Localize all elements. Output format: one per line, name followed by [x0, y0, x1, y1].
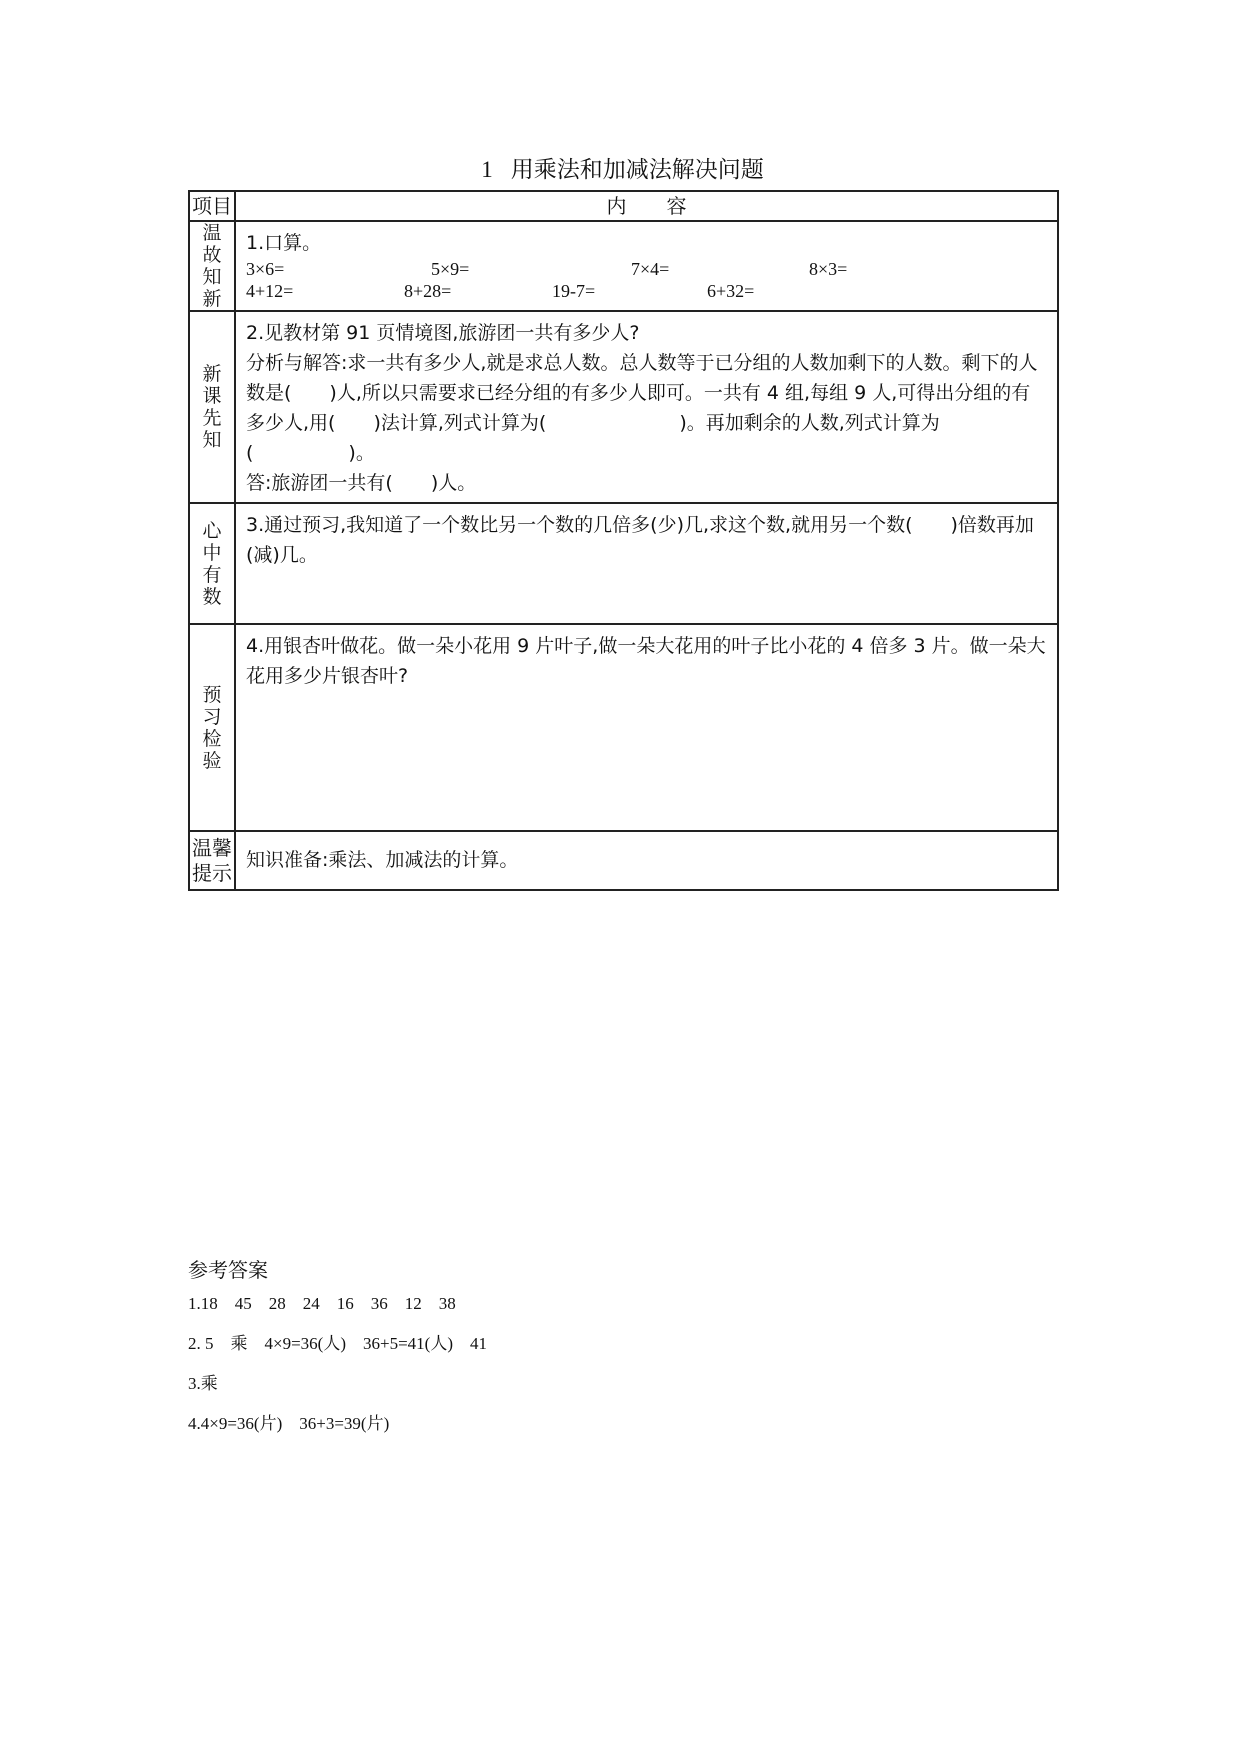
math-row-2: [246, 280, 1049, 302]
answer-line-1: 1.18 45 28 24 16 36 12 38: [188, 1294, 456, 1313]
row-label-preview-test: 预习检验: [189, 624, 235, 831]
math-item: 6+32=: [707, 281, 755, 301]
row-tips: [189, 831, 1058, 890]
question-3: 3.通过预习,我知道了一个数比另一个数的几倍多(少)几,求这个数,就用另一个数( )倍数再加(减)几。: [246, 514, 1034, 566]
answer-line-3: 3.乘: [188, 1374, 218, 1393]
row-content-tips: [235, 831, 1058, 890]
question-4: 4.用银杏叶做花。做一朵小花用 9 片叶子,做一朵大花用的叶子比小花的 4 倍多 3 片。做一朵大花用多少片银杏叶?: [246, 635, 1046, 687]
answer-line: 答:旅游团一共有( )人。: [246, 472, 477, 494]
lesson-title: 用乘法和加减法解决问题: [510, 157, 764, 183]
math-item: 3×6=: [246, 259, 285, 279]
row-label-self-check: 心中有数: [189, 503, 235, 624]
row-content-review: [235, 221, 1058, 311]
row-review: [189, 221, 1058, 311]
row-preview-test: [189, 624, 1058, 831]
header-row: [189, 191, 1058, 221]
row-label-tips: 温馨提示: [189, 831, 235, 890]
row-label-review: 温故知新: [189, 221, 235, 311]
answers-title: 参考答案: [188, 1258, 268, 1282]
math-item: 8×3=: [809, 259, 848, 279]
math-item: 8+28=: [404, 281, 452, 301]
analysis-text: 分析与解答:求一共有多少人,就是求总人数。总人数等于已分组的人数加剩下的人数。剩下的人数是( )人,所以只需要求已经分组的有多少人即可。一共有 4 组,每组 9 人,可得出分组的有多少人,用( )法计算,列式计算为( )。再加剩余的人数,列式计算为( )。: [246, 352, 1038, 464]
row-label-new-lesson: 新课先知: [189, 311, 235, 503]
header-item-cell: 项目: [189, 191, 235, 221]
math-item: 5×9=: [431, 259, 470, 279]
math-item: 4+12=: [246, 281, 294, 301]
lesson-number: 1: [481, 157, 493, 182]
answer-line-2: 2. 5 乘 4×9=36(人) 36+5=41(人) 41: [188, 1334, 487, 1353]
worksheet-table: [188, 190, 1059, 891]
row-content-self-check: [235, 503, 1058, 624]
answer-line-4: 4.4×9=36(片) 36+3=39(片): [188, 1414, 390, 1433]
tips-text: 知识准备:乘法、加减法的计算。: [246, 848, 519, 871]
reference-answers: [188, 1256, 988, 1452]
oral-calc-heading: 1.口算。: [246, 232, 322, 254]
row-new-lesson: [189, 311, 1058, 503]
row-content-preview-test: [235, 624, 1058, 831]
header-content-cell: 内 容: [235, 191, 1058, 221]
page-title: [188, 154, 1057, 186]
math-item: 19-7=: [552, 281, 596, 301]
math-item: 7×4=: [631, 259, 670, 279]
row-self-check: [189, 503, 1058, 624]
row-content-new-lesson: [235, 311, 1058, 503]
question-2: 2.见教材第 91 页情境图,旅游团一共有多少人?: [246, 322, 640, 344]
math-row-1: [246, 258, 1049, 280]
